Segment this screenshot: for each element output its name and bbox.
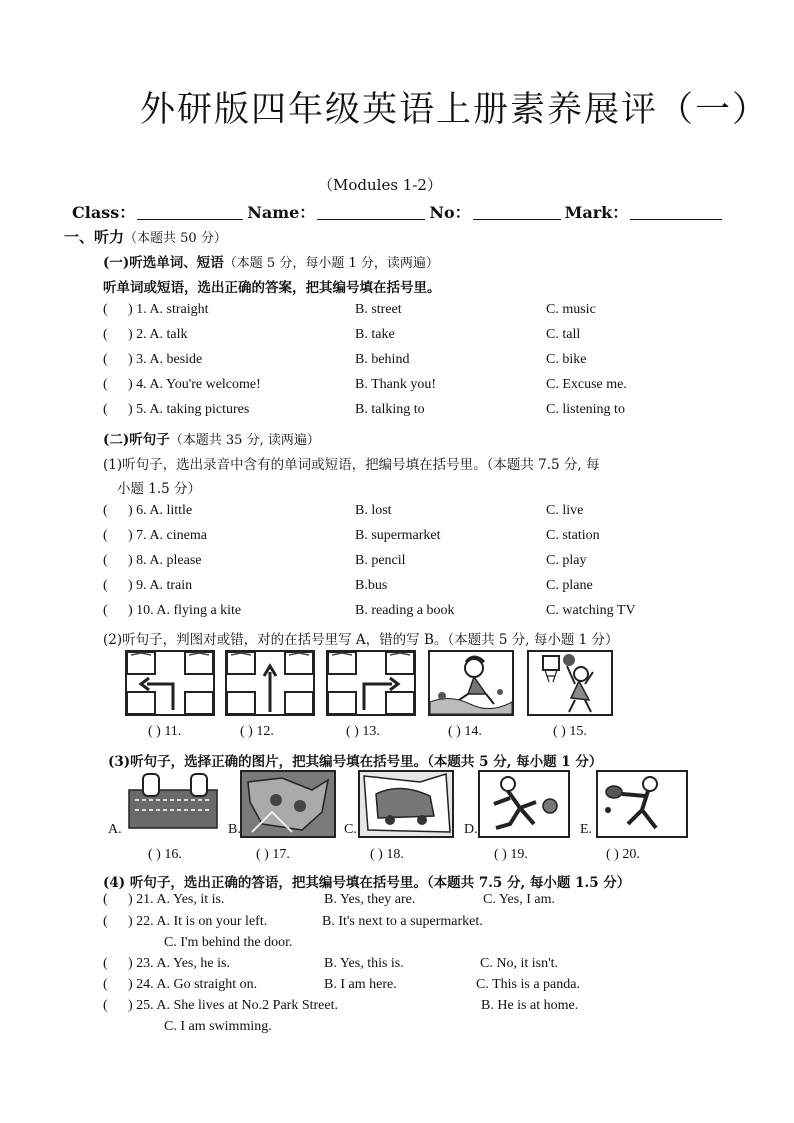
question-option-a: ) 1. A. straight [128, 302, 209, 317]
question-option-c: C. I'm behind the door. [164, 935, 293, 950]
picture-a-cinema-seats [125, 770, 221, 830]
answer-blank-13[interactable]: ( ) 13. [346, 724, 380, 739]
picture-turn-right [326, 650, 416, 716]
picture-c-vehicle [358, 770, 454, 838]
question-option-a: ) 4. A. You're welcome! [128, 377, 261, 392]
sub2-instruction: (2)听句子，判图对或错，对的在括号里写 A，错的写 B。（本题共 5 分, 每小题 1 分） [103, 632, 619, 648]
no-blank[interactable] [473, 205, 561, 220]
sub1-instruction-line2: 小题 1.5 分） [117, 481, 202, 497]
question-option-c: C. bike [546, 352, 587, 367]
picture-b-people-crowd [240, 770, 336, 838]
question-option-b: B. reading a book [355, 603, 455, 618]
question-option-a: ) 10. A. flying a kite [128, 603, 242, 618]
section-heading-note: （本题共 50 分） [124, 231, 227, 246]
question-option-a: ) 8. A. please [128, 553, 202, 568]
answer-paren[interactable]: ( [103, 352, 108, 367]
picture-label-c: C. [344, 822, 357, 837]
question-option-a: ) 23. A. Yes, he is. [128, 956, 230, 971]
name-label: Name： [247, 203, 316, 222]
question-option-b: B. Yes, they are. [324, 892, 416, 907]
question-option-b: B. I am here. [324, 977, 397, 992]
question-option-c: C. This is a panda. [476, 977, 580, 992]
question-option-a: ) 21. A. Yes, it is. [128, 892, 225, 907]
question-option-a: ) 6. A. little [128, 503, 193, 518]
answer-paren[interactable]: ( [103, 528, 108, 543]
no-label: No： [429, 203, 471, 222]
question-option-b: B. behind [355, 352, 410, 367]
mark-label: Mark： [564, 203, 629, 222]
answer-blank-19[interactable]: ( ) 19. [494, 847, 528, 862]
question-option-a: ) 22. A. It is on your left. [128, 914, 268, 929]
question-option-b: B. take [355, 327, 395, 342]
mark-blank[interactable] [630, 205, 722, 220]
answer-paren[interactable]: ( [103, 603, 108, 618]
picture-label-b: B. [228, 822, 241, 837]
answer-paren[interactable]: ( [103, 977, 108, 992]
answer-blank-14[interactable]: ( ) 14. [448, 724, 482, 739]
page-subtitle: （Modules 1-2） [318, 176, 442, 194]
question-option-b: B. talking to [355, 402, 425, 417]
picture-e-playing-ping-pong [596, 770, 688, 838]
answer-blank-16[interactable]: ( ) 16. [148, 847, 182, 862]
question-option-a: ) 9. A. train [128, 578, 193, 593]
answer-paren[interactable]: ( [103, 892, 108, 907]
question-option-c: C. listening to [546, 402, 625, 417]
part2-heading-text: (二)听句子 [103, 432, 170, 448]
answer-paren[interactable]: ( [103, 302, 108, 317]
picture-label-d: D. [464, 822, 478, 837]
question-option-a: ) 2. A. talk [128, 327, 188, 342]
picture-label-e: E. [580, 822, 593, 837]
answer-blank-15[interactable]: ( ) 15. [553, 724, 587, 739]
answer-paren[interactable]: ( [103, 402, 108, 417]
answer-paren[interactable]: ( [103, 914, 108, 929]
answer-blank-18[interactable]: ( ) 18. [370, 847, 404, 862]
sub1-instruction-line1: (1)听句子，选出录音中含有的单词或短语，把编号填在括号里。（本题共 7.5 分, 每 [103, 457, 600, 473]
part2-heading [103, 428, 320, 448]
question-option-b: B.bus [355, 578, 388, 593]
answer-blank-12[interactable]: ( ) 12. [240, 724, 274, 739]
picture-label-a: A. [108, 822, 122, 837]
picture-go-straight [225, 650, 315, 716]
question-option-a: ) 3. A. beside [128, 352, 203, 367]
question-option-b: B. Thank you! [355, 377, 437, 392]
question-option-c: C. plane [546, 578, 593, 593]
picture-d-playing-football [478, 770, 570, 838]
question-option-b: B. Yes, this is. [324, 956, 404, 971]
picture-turn-left [125, 650, 215, 716]
picture-girl-playing-basketball [527, 650, 613, 716]
question-option-b: B. lost [355, 503, 392, 518]
question-option-c: C. station [546, 528, 600, 543]
page-title: 外研版四年级英语上册素养展评（一） [140, 90, 770, 130]
section-listening-heading [64, 226, 227, 247]
question-option-c: C. music [546, 302, 596, 317]
sub4-instruction: (4) 听句子，选出正确的答语，把其编号填在括号里。（本题共 7.5 分, 每小题 1.5 分） [103, 875, 631, 891]
question-option-c: C. live [546, 503, 584, 518]
question-option-b: B. supermarket [355, 528, 441, 543]
question-option-a: ) 5. A. taking pictures [128, 402, 250, 417]
question-option-c: C. Excuse me. [546, 377, 627, 392]
answer-paren[interactable]: ( [103, 956, 108, 971]
class-blank[interactable] [137, 205, 243, 220]
student-info-row [72, 200, 726, 223]
answer-paren[interactable]: ( [103, 377, 108, 392]
question-option-c: C. Yes, I am. [483, 892, 555, 907]
answer-blank-20[interactable]: ( ) 20. [606, 847, 640, 862]
picture-girl-sitting [428, 650, 514, 716]
answer-paren[interactable]: ( [103, 998, 108, 1013]
question-option-c: C. watching TV [546, 603, 636, 618]
answer-paren[interactable]: ( [103, 553, 108, 568]
answer-paren[interactable]: ( [103, 327, 108, 342]
part1-heading-note: （本题 5 分，每小题 1 分，读两遍） [223, 256, 439, 271]
part1-heading-text: (一)听选单词、短语 [103, 255, 224, 271]
question-option-b: B. street [355, 302, 402, 317]
part1-instruction: 听单词或短语，选出正确的答案，把其编号填在括号里。 [103, 280, 441, 296]
question-option-a: ) 24. A. Go straight on. [128, 977, 258, 992]
answer-paren[interactable]: ( [103, 503, 108, 518]
question-option-b: B. He is at home. [481, 998, 579, 1013]
question-option-a: ) 7. A. cinema [128, 528, 207, 543]
sub3-instruction: (3)听句子，选择正确的图片，把其编号填在括号里。（本题共 5 分, 每小题 1 分） [108, 754, 603, 770]
part2-heading-note: （本题共 35 分, 读两遍） [169, 433, 320, 448]
question-option-c: C. tall [546, 327, 581, 342]
answer-blank-17[interactable]: ( ) 17. [256, 847, 290, 862]
class-label: Class： [72, 203, 136, 222]
section-heading-text: 一、听力 [64, 228, 125, 246]
question-option-a: ) 25. A. She lives at No.2 Park Street. [128, 998, 338, 1013]
part1-heading [103, 251, 439, 271]
question-option-c: C. I am swimming. [164, 1019, 272, 1034]
question-option-b: B. It's next to a supermarket. [322, 914, 483, 929]
answer-blank-11[interactable]: ( ) 11. [148, 724, 182, 739]
answer-paren[interactable]: ( [103, 578, 108, 593]
question-option-c: C. play [546, 553, 587, 568]
question-option-c: C. No, it isn't. [480, 956, 558, 971]
name-blank[interactable] [317, 205, 425, 220]
question-option-b: B. pencil [355, 553, 406, 568]
